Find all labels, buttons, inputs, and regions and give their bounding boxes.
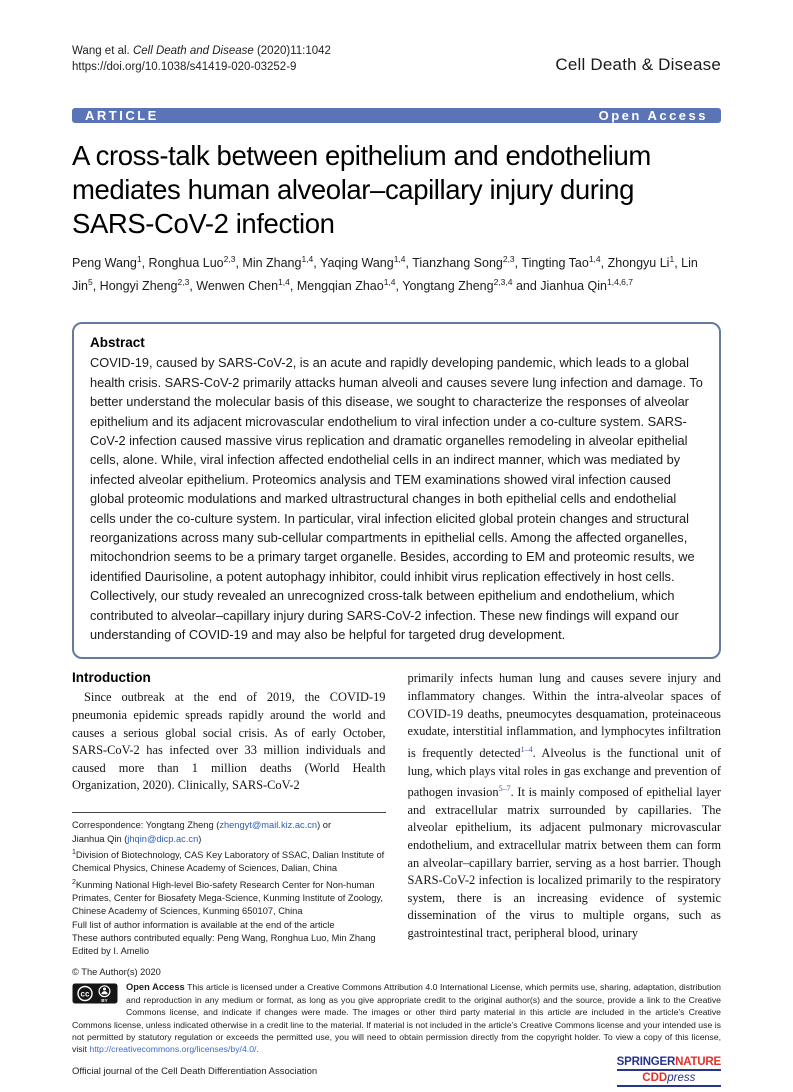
citation-block <box>72 44 331 75</box>
abstract-box <box>72 322 721 659</box>
abstract-heading: Abstract <box>90 335 145 351</box>
doi-link[interactable]: https://doi.org/10.1038/s41419-020-03252-9 <box>72 60 297 73</box>
publisher-logo <box>617 1056 721 1088</box>
author-affiliation-sup: 1,4 <box>393 254 406 264</box>
footnote-block <box>72 812 386 958</box>
author-affiliation-sup: 2,3,4 <box>493 277 513 288</box>
author-list: Peng Wang$^1$, Ronghua Luo$^{2,3}$, Min Zhang$^{1,4}$, Yaqing Wang$^{1,4}$, Tianzhang Song$^{2,3}$, Tingting Tao$^{1,4}$, Zhongyu Li$^1$, Lin Jin$^5$, Hongyi Zheng$^{2,3}$, Wenwen Chen$^{1,4}$, Mengqian Zhao$^{1,4}$, Yongtang Zheng$^{2,3,4}$ and Jianhua Qin$^{1,4,6,7}$ <box>72 254 698 294</box>
introduction-paragraph-right: primarily infects human lung and causes severe injury and inflammatory changes. Within the intra-alveolar spaces of COVID-19 deaths, pneumocytes desquamation, proteinaceous exudate, interstitial inflammation, and lymphocytes infiltration is frequently detected$^{1-4}$. Alveolus is the functional unit of lung, which plays vital roles in gas exchange and prevention of pathogen invasion$^{5-7}$. It is mainly composed of epithelial layer and extracellular matrix surrounded by capillaries. The alveolar epithelium, its adjacent pulmonary microvascular endothelium, and extracellular matrix between them can form an alveolar–capillary barrier, serving as a host barrier. Though SARS-CoV-2 infection is localized primarily to the respiratory system, there is an increasing evidence of systemic dissemination of the virus to multiple organs, such as gastrointestinal tract, peripheral blood, urinary <box>407 671 721 940</box>
correspondence-email-1[interactable]: zhengyt@mail.kiz.ac.cn <box>219 820 318 831</box>
body-columns <box>72 670 721 958</box>
springer-nature-logo: SPRINGERNATURE <box>616 1055 721 1068</box>
citation-volume: (2020)11:1042 <box>253 45 331 57</box>
footnote-line: Edited by I. Amelio <box>72 946 149 957</box>
author-affiliation-sup: 1,4,6,7 <box>607 277 633 288</box>
citation-authors: Wang et al. <box>72 45 133 57</box>
article-title: A cross-talk between epithelium and endothelium mediates human alveolar–capillary injury during SARS-CoV-2 infection <box>72 140 651 239</box>
open-access-label: Open Access <box>598 108 708 123</box>
introduction-paragraph-left: Since outbreak at the end of 2019, the COVID-19 pneumonia epidemic spreads rapidly around the world and causes a serious global social crisis. As of early October, SARS-CoV-2 has infected over 33 million individuals and caused more than 1 million deaths (World Health Organization, 2020). Clinically, SARS-CoV-2 <box>72 690 386 793</box>
author-affiliation-sup: 2,3 <box>223 254 236 264</box>
footnote-lines <box>72 919 386 959</box>
correspondence-email-2[interactable]: jhqin@dicp.ac.cn <box>127 833 199 844</box>
author-affiliation-sup: 2,3 <box>177 277 190 288</box>
license-link[interactable]: http://creativecommons.org/licenses/by/4.0/ <box>89 1044 257 1055</box>
cc-by-icon <box>72 983 118 1007</box>
left-column <box>72 670 386 958</box>
logo-rule-bottom <box>617 1085 721 1087</box>
citation-line <box>72 44 331 60</box>
author-affiliation-sup: 2,3 <box>502 254 515 264</box>
license-block: cc BY Open Access This article is licensed under a Creative Commons Attribution 4.0 International License, which permits use, sharing, adaptation, distribution and reproduction in any medium or format, as long as you give appropriate credit to the original author(s) and the source, provide a link to the Creative Commons license, and indicate if changes were made. The images or other third party material in this article are included in the article’s Creative Commons license, unless indicated otherwise in a credit line to the material. If material is not included in the article’s Creative Commons license and your intended use is not permitted by statutory regulation or exceeds the permitted use, you will need to obtain permission directly from the copyright holder. To view a copy of this license, visit http://creativecommons.org/licenses/by/4.0/. <box>72 982 721 1055</box>
introduction-heading: Introduction <box>72 670 151 686</box>
correspondence-line: Correspondence: Yongtang Zheng (zhengyt@mail.kiz.ac.cn) or Jianhua Qin (jhqin@dicp.ac.cn) <box>72 820 332 844</box>
reference-citation[interactable]: 1–4 <box>520 744 533 754</box>
author-affiliation-sup: 1,4 <box>383 277 396 288</box>
affiliation-item: $^1$Division of Biotechnology, CAS Key Laboratory of SSAC, Dalian Institute of Chemical Physics, Chinese Academy of Sciences, Dalian, China <box>72 848 385 874</box>
page-footer <box>72 1056 721 1092</box>
author-affiliation-sup: 1 <box>136 254 142 264</box>
article-type-label: ARTICLE <box>85 108 159 123</box>
copyright-line: © The Author(s) 2020 <box>72 967 161 978</box>
open-access-bold: Open Access <box>126 982 185 993</box>
right-column <box>408 670 722 958</box>
reference-citation[interactable]: 5–7 <box>498 784 511 794</box>
citation-journal: Cell Death and Disease <box>132 45 254 57</box>
affiliation-list <box>72 846 386 919</box>
author-affiliation-sup: 1,4 <box>588 254 601 264</box>
footnote-line: Full list of author information is available at the end of the article <box>72 919 335 930</box>
author-affiliation-sup: 1 <box>669 254 675 264</box>
journal-name: Cell Death & Disease <box>555 55 721 74</box>
cdd-press-logo: CDDpress <box>642 1071 696 1084</box>
footnote-line: These authors contributed equally: Peng Wang, Ronghua Luo, Min Zhang <box>72 932 376 943</box>
author-affiliation-sup: 5 <box>87 277 93 288</box>
official-journal-note: Official journal of the Cell Death Differentiation Association <box>72 1066 318 1078</box>
logo-rule-top <box>617 1069 721 1071</box>
svg-text:cc: cc <box>80 989 90 999</box>
svg-text:BY: BY <box>101 998 108 1004</box>
license-text: This article is licensed under a Creative Commons Attribution 4.0 International License, which permits use, sharing, adaptation, distribution and reproduction in any medium or format, as long as you give appropriate credit to the original author(s) and the source, provide a link to the Creative Commons license, and indicate if changes were made. The images or other third party material in this article are included in the article’s Creative Commons license, unless indicated otherwise in a credit line to the material. If material is not included in the article’s Creative Commons license and your intended use is not permitted by statutory regulation or exceeds the permitted use, you will need to obtain permission directly from the copyright holder. To view a copy of this license, visit <box>72 982 721 1055</box>
abstract-text: COVID-19, caused by SARS-CoV-2, is an acute and rapidly developing pandemic, which leads to a global health crisis. SARS-CoV-2 primarily attacks human alveoli and causes severe lung infection and damage. To better understand the molecular basis of this disease, we sought to characterize the responses of alveolar epithelium and its adjacent microvascular endothelium to viral infection under a co-culture system. SARS-CoV-2 infection caused massive virus replication and dramatic organelles remodeling in alveolar epithelial cells, alone. While, viral infection affected endothelial cells in an indirect manner, which was mediated by infected alveolar epithelium. Proteomics analysis and TEM examinations showed viral infection caused global proteomic modulations and marked ultrastructural changes in both epithelial cells and endothelial cells under the co-culture system. In particular, viral infection elicited global protein changes and structural reorganizations across many sub-cellular compartments in epithelial cells. Among the affected organelles, mitochondrion seems to be a primary target organelle. Besides, according to EM and proteomic results, we identified Daurisoline, a potent autophagy inhibitor, could inhibit virus replication effectively in host cells. Collectively, our study revealed an unrecognized cross-talk between epithelium and endothelium, which contributed to alveolar–capillary injury during SARS-CoV-2 infection. These new findings will expand our understanding of COVID-19 and may also be helpful for targeted drug development. <box>90 355 703 642</box>
article-type-banner <box>72 108 721 123</box>
affiliation-item: $^2$Kunming National High-level Bio-safety Research Center for Non-human Primates, Center for Biosafety Mega-Science, Kunming Institute of Zoology, Chinese Academy of Sciences, Kunming 650107, China <box>72 878 383 917</box>
author-affiliation-sup: 1,4 <box>278 277 290 288</box>
page-header <box>72 44 721 75</box>
author-affiliation-sup: 1,4 <box>301 254 314 264</box>
